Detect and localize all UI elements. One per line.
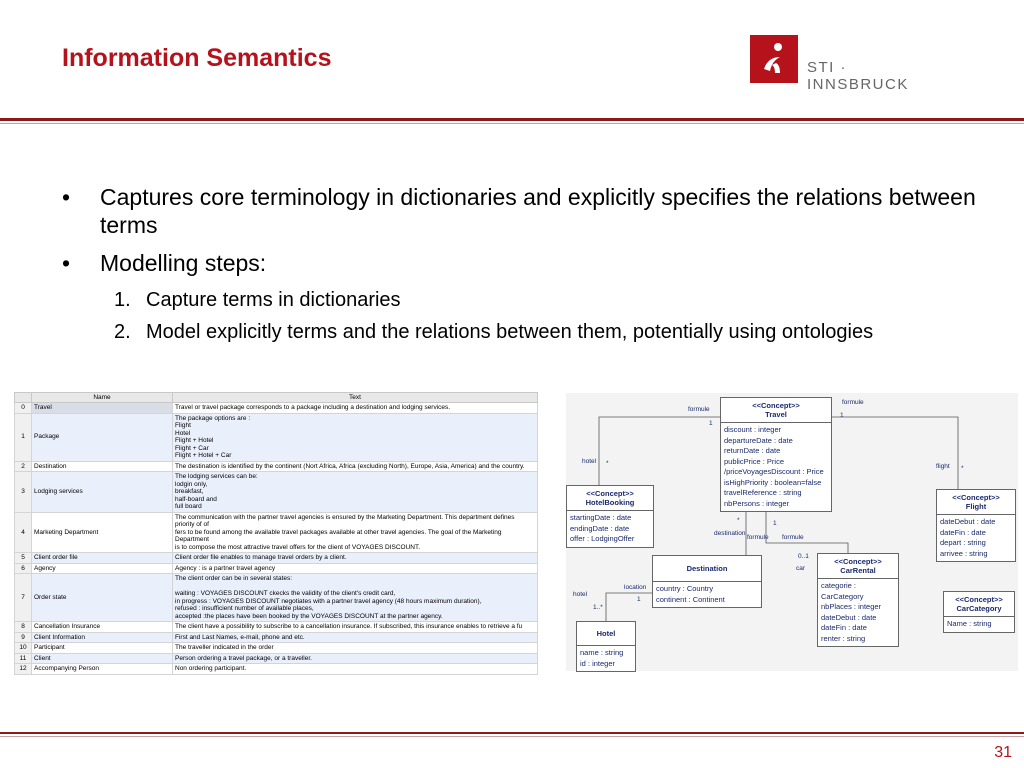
row-index: 4 <box>15 512 32 553</box>
page-title: Information Semantics <box>62 44 332 72</box>
term-name: Travel <box>32 403 173 414</box>
page-number: 31 <box>994 744 1012 761</box>
assoc-role: hotel <box>582 458 597 465</box>
header-rule-thin <box>0 123 1024 124</box>
assoc-role: flight <box>936 463 950 470</box>
term-text <box>173 403 538 414</box>
class-attribute: offer : LodgingOffer <box>570 534 635 543</box>
table-body <box>15 403 538 675</box>
term-text-line: The lodging services can be: <box>175 473 258 480</box>
term-name: Marketing Department <box>32 512 173 553</box>
term-text <box>173 461 538 472</box>
assoc-multiplicity: 1 <box>709 420 713 427</box>
class-name: Destination <box>686 564 728 573</box>
assoc-role: car <box>796 565 806 572</box>
row-index: 9 <box>15 632 32 643</box>
assoc-multiplicity: 1 <box>773 520 777 527</box>
footer-rule-thin <box>0 736 1024 737</box>
class-attribute: departureDate : date <box>724 435 793 445</box>
term-text <box>173 574 538 622</box>
assoc-multiplicity: * <box>961 465 964 472</box>
term-text-line: The communication with the partner travel agencies is ensured by the Marketing Department. This department defines priority of of <box>175 513 515 528</box>
assoc-label: formule <box>782 534 804 541</box>
class-attribute: startingDate : date <box>570 513 632 522</box>
class-attribute: returnDate : date <box>724 446 781 455</box>
term-text-line: Flight <box>175 422 191 429</box>
class-attribute: publicPrice : Price <box>724 456 785 466</box>
term-text <box>173 643 538 654</box>
term-text <box>173 653 538 664</box>
assoc-label: formule <box>842 399 864 406</box>
assoc-role: location <box>624 584 647 591</box>
table-row[interactable] <box>15 403 538 414</box>
class-attributes <box>653 582 761 607</box>
row-index: 1 <box>15 413 32 461</box>
header-rule <box>0 118 1024 121</box>
table-row[interactable] <box>15 563 538 574</box>
class-attribute: endingDate : date <box>570 523 630 533</box>
term-text-line: Flight + Hotel <box>175 437 214 444</box>
assoc-multiplicity: 1 <box>840 412 844 419</box>
assoc-multiplicity: * <box>737 517 740 524</box>
term-text-line: The destination is identified by the continent (Nort Africa, Africa (excluding North), Europe, Asia, America) and the country. <box>175 462 525 470</box>
term-text-line: in progress : VOYAGES DISCOUNT negotiates with a partner travel agency (48 hours maximum duration), <box>175 597 482 605</box>
assoc-travel-hotelbooking <box>599 417 720 485</box>
dictionary-table <box>14 392 538 675</box>
class-attribute: categorie : CarCategory <box>821 581 864 601</box>
uml-class-flight <box>936 489 1016 562</box>
term-text <box>173 472 538 513</box>
bullet-dot: • <box>62 250 71 276</box>
term-text-line: Non ordering participant. <box>175 665 247 672</box>
assoc-label: formule <box>747 534 769 541</box>
uml-class-hotelbooking <box>566 485 654 548</box>
class-stereotype: <<Concept>> <box>586 489 634 498</box>
assoc-destination-hotel <box>606 593 652 621</box>
bullet-text: Modelling steps: <box>100 250 267 276</box>
class-attribute: isHighPriority : boolean=false <box>724 477 822 487</box>
term-text <box>173 512 538 553</box>
class-attributes <box>567 511 653 547</box>
class-attributes <box>577 646 635 671</box>
step-number: 2. <box>114 321 131 343</box>
table-header-row <box>15 393 538 403</box>
table-row[interactable] <box>15 553 538 564</box>
class-attribute: arrivee : string <box>940 548 988 558</box>
term-text-line: refused : insufficient number of available places, <box>175 605 314 612</box>
row-index: 12 <box>15 664 32 675</box>
term-text-line: Person ordering a travel package, or a traveller. <box>175 654 312 662</box>
bullet-item <box>62 249 982 277</box>
assoc-label: formule <box>688 406 710 413</box>
term-text <box>173 413 538 461</box>
uml-class-carcategory <box>943 591 1015 633</box>
class-attribute: discount : integer <box>724 425 782 434</box>
uml-diagram <box>566 393 1018 671</box>
table-row[interactable] <box>15 512 538 553</box>
term-text-line: breakfast, <box>175 488 204 495</box>
term-text-line: The client order can be in several states: <box>175 575 293 582</box>
row-index: 2 <box>15 461 32 472</box>
row-index: 8 <box>15 622 32 633</box>
term-text-line: Travel or travel package corresponds to a package including a destination and lodging services. <box>175 404 451 411</box>
uml-class-destination <box>652 555 762 608</box>
class-attributes <box>721 423 831 511</box>
term-name: Accompanying Person <box>32 664 173 675</box>
term-name: Agency <box>32 563 173 574</box>
class-attributes <box>944 617 1014 632</box>
step-text: Model explicitly terms and the relations between them, potentially using ontologies <box>146 321 874 343</box>
term-text-line: Agency : is a partner travel agency <box>175 564 276 572</box>
assoc-multiplicity: 1 <box>637 596 641 603</box>
term-text-line: full board <box>175 503 202 510</box>
row-index: 6 <box>15 563 32 574</box>
step-item <box>62 287 982 314</box>
uml-class-carrental <box>817 553 899 647</box>
step-text: Capture terms in dictionaries <box>146 289 401 311</box>
term-text-line: The client have a possibility to subscribe to a cancellation insurance. If subscribed, this insurance enables to retrieve a fu <box>175 623 523 630</box>
term-name: Lodging services <box>32 472 173 513</box>
assoc-role: destination <box>714 530 746 537</box>
table-header <box>15 393 32 403</box>
term-text-line: fers to be found among the available travel packages available at other travel agencies. The goal of the Marketing Department <box>175 528 502 543</box>
class-attribute: name : string <box>580 648 624 657</box>
step-item <box>62 319 982 346</box>
bullet-dot: • <box>62 184 71 210</box>
sti-logo-mark <box>750 35 798 83</box>
assoc-role: hotel <box>573 591 588 598</box>
table-row[interactable] <box>15 461 538 472</box>
class-attributes <box>818 579 898 646</box>
class-attribute: depart : string <box>940 538 986 547</box>
class-name: HotelBooking <box>585 498 635 507</box>
table-row[interactable] <box>15 413 538 461</box>
term-text-line: half-board and <box>175 495 217 503</box>
class-attribute: nbPersons : integer <box>724 498 790 508</box>
term-name: Package <box>32 413 173 461</box>
term-text-line <box>175 583 535 591</box>
bullet-item <box>62 183 982 239</box>
term-text-line: Flight + Hotel + Car <box>175 452 232 459</box>
step-number: 1. <box>114 289 131 311</box>
term-text-line: First and Last Names, e-mail, phone and etc. <box>175 633 305 641</box>
row-index: 5 <box>15 553 32 564</box>
class-name: Travel <box>765 410 787 419</box>
class-attribute: dateDebut : date <box>821 612 877 622</box>
term-text <box>173 553 538 564</box>
row-index: 0 <box>15 403 32 414</box>
table-row[interactable] <box>15 574 538 622</box>
term-text-line: waiting : VOYAGES DISCOUNT ckecks the validity of the client's credit card, <box>175 590 396 597</box>
bullet-list <box>62 183 982 351</box>
term-text-line: The traveller indicated in the order <box>175 644 274 651</box>
table-row[interactable] <box>15 664 538 675</box>
term-name: Client order file <box>32 553 173 564</box>
logo-text: STI · INNSBRUCK <box>807 59 909 93</box>
assoc-multiplicity: 1..* <box>593 604 603 611</box>
class-attribute: dateFin : date <box>940 527 986 537</box>
term-text <box>173 664 538 675</box>
class-stereotype: <<Concept>> <box>834 557 882 566</box>
term-text <box>173 563 538 574</box>
class-attribute: country : Country <box>656 584 714 593</box>
term-text-line: Client order file enables to manage travel orders by a client. <box>175 554 347 561</box>
term-name: Destination <box>32 461 173 472</box>
term-text-line: is to compose the most attractive travel offers for the client of VOYAGES DISCOUNT. <box>175 543 421 551</box>
class-attribute: dateFin : date <box>821 623 867 632</box>
uml-class-hotel <box>576 621 636 672</box>
term-text-line: accepted :the places have been booked by the VOYAGES DISCOUNT at the partner agency. <box>175 612 443 620</box>
class-stereotype: <<Concept>> <box>952 493 1000 502</box>
table-row[interactable] <box>15 653 538 664</box>
bullet-text: Captures core terminology in dictionaries and explicitly specifies the relations between terms <box>100 184 976 238</box>
term-text-line: Hotel <box>175 429 191 437</box>
table-row[interactable] <box>15 632 538 643</box>
class-name: CarCategory <box>956 604 1002 613</box>
class-stereotype: <<Concept>> <box>955 595 1003 604</box>
class-attributes <box>937 515 1015 561</box>
class-attribute: Name : string <box>947 619 992 628</box>
assoc-travel-carrental <box>766 509 848 553</box>
uml-class-travel <box>720 397 832 512</box>
term-text <box>173 632 538 643</box>
row-index: 3 <box>15 472 32 513</box>
assoc-multiplicity: 0..1 <box>798 553 809 560</box>
row-index: 7 <box>15 574 32 622</box>
class-name: Flight <box>965 502 987 511</box>
term-name: Client <box>32 653 173 664</box>
term-text <box>173 622 538 633</box>
table-header: Name <box>32 393 173 403</box>
assoc-travel-flight <box>829 417 958 489</box>
footer-rule <box>0 732 1024 734</box>
table-row[interactable] <box>15 622 538 633</box>
class-attribute: nbPlaces : integer <box>821 602 882 611</box>
table-row[interactable] <box>15 643 538 654</box>
class-attribute: id : integer <box>580 658 616 668</box>
class-name: CarRental <box>840 566 876 575</box>
sti-logo <box>750 35 950 93</box>
term-name: Cancellation Insurance <box>32 622 173 633</box>
table-header: Text <box>173 393 538 403</box>
row-index: 11 <box>15 653 32 664</box>
term-text-line: Flight + Car <box>175 444 209 452</box>
class-stereotype: <<Concept>> <box>752 401 800 410</box>
assoc-multiplicity: * <box>606 460 609 467</box>
class-attribute: continent : Continent <box>656 594 725 604</box>
term-name: Client Information <box>32 632 173 643</box>
term-text-line: lodgin only, <box>175 480 208 488</box>
term-text-line: The package options are : <box>175 414 251 422</box>
class-name: Hotel <box>596 629 616 638</box>
term-name: Participant <box>32 643 173 654</box>
class-attribute: dateDebut : date <box>940 517 996 526</box>
row-index: 10 <box>15 643 32 654</box>
term-name: Order state <box>32 574 173 622</box>
class-attribute: /priceVoyagesDiscount : Price <box>724 467 824 476</box>
class-attribute: travelReference : string <box>724 488 802 497</box>
class-attribute: renter : string <box>821 633 866 643</box>
table-row[interactable] <box>15 472 538 513</box>
